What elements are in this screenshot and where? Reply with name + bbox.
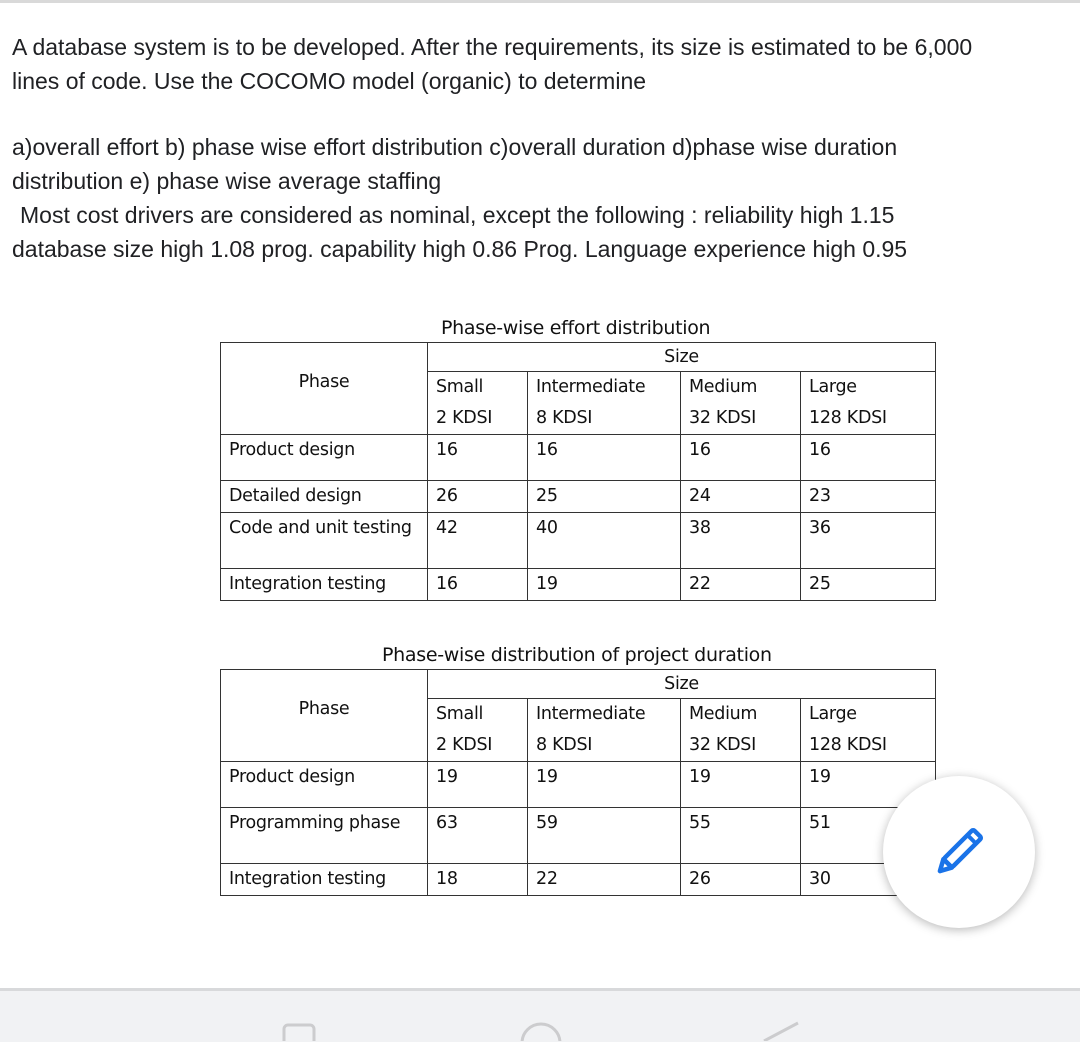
effort-table-title: Phase-wise effort distribution [441, 317, 711, 339]
col-kdsi: 128 KDSI [801, 403, 936, 435]
question-line: database size high 1.08 prog. capability high 0.86 Prog. Language experience high 0.95 [12, 236, 908, 262]
table-cell: 16 [428, 435, 528, 481]
effort-table [220, 342, 936, 601]
table-cell: 19 [801, 762, 936, 808]
table-cell: 51 [801, 808, 936, 864]
question-line: Most cost drivers are considered as nominal, except the following : reliability high 1.15 [20, 202, 895, 228]
duration-table [220, 669, 936, 896]
table-cell: 22 [528, 864, 681, 896]
table-cell: 24 [681, 481, 801, 513]
table-cell: 16 [801, 435, 936, 481]
table-cell: 19 [681, 762, 801, 808]
table-cell: 26 [681, 864, 801, 896]
col-header: Medium [681, 699, 801, 731]
col-kdsi: 2 KDSI [428, 730, 528, 762]
question-line: A database system is to be developed. After the requirements, its size is estimated to be 6,000 [12, 34, 973, 60]
table-cell: 22 [681, 569, 801, 601]
question-line: lines of code. Use the COCOMO model (organic) to determine [12, 68, 647, 94]
col-kdsi: 32 KDSI [681, 403, 801, 435]
table-cell: 25 [801, 569, 936, 601]
table-cell: 25 [528, 481, 681, 513]
size-header: Size [428, 343, 936, 372]
question-line: a)overall effort b) phase wise effort distribution c)overall duration d)phase wise duration [12, 134, 898, 160]
question-line: distribution e) phase wise average staffing [12, 168, 442, 194]
table-cell: 26 [428, 481, 528, 513]
table-row [221, 864, 936, 896]
col-header: Intermediate [528, 372, 681, 404]
phase-header: Phase [221, 343, 428, 435]
col-kdsi: 8 KDSI [528, 730, 681, 762]
table-row [221, 762, 936, 808]
table-cell: 19 [428, 762, 528, 808]
table-row [221, 513, 936, 569]
row-phase: Detailed design [221, 481, 428, 513]
row-phase: Code and unit testing [221, 513, 428, 569]
edit-fab-button[interactable] [883, 776, 1035, 928]
phase-header: Phase [221, 670, 428, 762]
table-cell: 16 [528, 435, 681, 481]
col-header: Large [801, 699, 936, 731]
table-cell: 38 [681, 513, 801, 569]
col-header: Small [428, 699, 528, 731]
top-divider [0, 0, 1080, 3]
table-cell: 19 [528, 762, 681, 808]
table-cell: 63 [428, 808, 528, 864]
table-cell: 30 [801, 864, 936, 896]
table-cell: 18 [428, 864, 528, 896]
col-header: Small [428, 372, 528, 404]
row-phase: Programming phase [221, 808, 428, 864]
table-row [221, 808, 936, 864]
col-kdsi: 32 KDSI [681, 730, 801, 762]
col-header: Medium [681, 372, 801, 404]
table-cell: 40 [528, 513, 681, 569]
table-cell: 59 [528, 808, 681, 864]
table-cell: 55 [681, 808, 801, 864]
bottom-nav-bar [0, 988, 1080, 1042]
table-cell: 42 [428, 513, 528, 569]
table-cell: 23 [801, 481, 936, 513]
col-header: Intermediate [528, 699, 681, 731]
row-phase: Product design [221, 762, 428, 808]
back-icon[interactable] [760, 1019, 804, 1041]
recents-icon[interactable] [280, 1021, 320, 1041]
size-header: Size [428, 670, 936, 699]
row-phase: Integration testing [221, 864, 428, 896]
table-cell: 19 [528, 569, 681, 601]
row-phase: Product design [221, 435, 428, 481]
table-cell: 16 [428, 569, 528, 601]
col-kdsi: 128 KDSI [801, 730, 936, 762]
table-cell: 36 [801, 513, 936, 569]
row-phase: Integration testing [221, 569, 428, 601]
col-header: Large [801, 372, 936, 404]
question-text [12, 30, 1067, 266]
table-row [221, 435, 936, 481]
duration-table-title: Phase-wise distribution of project duration [382, 644, 772, 666]
table-row [221, 481, 936, 513]
table-cell: 16 [681, 435, 801, 481]
col-kdsi: 2 KDSI [428, 403, 528, 435]
col-kdsi: 8 KDSI [528, 403, 681, 435]
home-icon[interactable] [518, 1019, 564, 1041]
pencil-icon [923, 816, 995, 888]
table-row [221, 569, 936, 601]
